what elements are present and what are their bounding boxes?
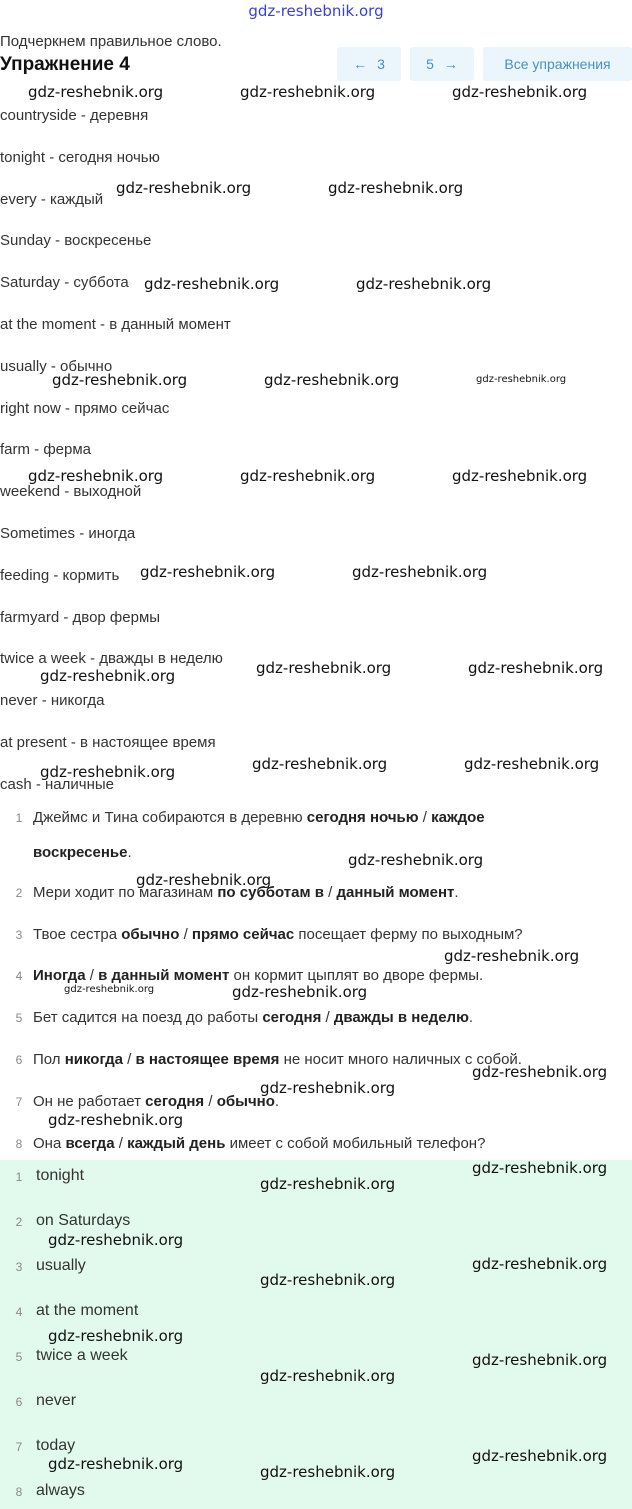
watermark-text: gdz-reshebnik.org [452,467,588,485]
answer-option: по субботам в [217,884,324,901]
sentence-fragment: / [85,967,99,984]
vocab-item: tonight - сегодня ночью [0,148,160,166]
watermark-text: gdz-reshebnik.org [40,667,176,685]
sentence-text [33,1132,593,1156]
answer-text: tonight [36,1167,85,1184]
answer-number: 4 [15,1305,23,1319]
watermark-text: gdz-reshebnik.org [472,1447,608,1465]
sentence-fragment: он кормит цыплят во дворе фермы. [229,967,484,984]
watermark-text: gdz-reshebnik.org [464,755,600,773]
sentence-fragment: / [323,884,337,901]
watermark-text: gdz-reshebnik.org [472,1255,608,1273]
sentence-fragment: / [418,809,432,826]
sentence-fragment: Твое сестра [33,926,122,943]
exercise-title: Упражнение 4 [0,54,130,75]
sentence-fragment: Бет садится на поезд до работы [33,1009,263,1026]
watermark-text: gdz-reshebnik.org [468,659,604,677]
sentence-text [33,1006,593,1030]
answer-option: в настоящее время [135,1051,280,1068]
answer-option: обычно [121,926,180,943]
answer-option: сегодня ночью [306,809,419,826]
vocab-item: Sometimes - иногда [0,524,136,542]
answer-text: always [36,1482,85,1499]
sentence-number: 5 [15,1011,23,1025]
sentence-text [33,881,593,905]
vocab-item: weekend - выходной [0,483,142,501]
all-exercises-button[interactable]: Все упражнения [483,47,632,81]
sentence-fragment: посещает ферму по выходным? [294,926,523,943]
watermark-text: gdz-reshebnik.org [40,763,176,781]
answer-option: каждое [431,809,485,826]
vocab-item: at present - в настоящее время [0,733,216,751]
answer-text: on Saturdays [36,1212,131,1229]
watermark-text: gdz-reshebnik.org [140,563,276,581]
sentence-number: 2 [15,886,23,900]
sentence-fragment: Джеймс и Тина собираются в деревню [33,809,307,826]
watermark-text: gdz-reshebnik.org [144,275,280,293]
sentence-text [33,806,593,830]
answer-number: 6 [15,1395,23,1409]
watermark-text: gdz-reshebnik.org [28,83,164,101]
sentence-fragment: / [114,1135,128,1152]
watermark-text: gdz-reshebnik.org [476,374,567,385]
sentence-fragment: / [123,1051,136,1068]
answer-number: 3 [15,1260,23,1274]
vocab-item: at the moment - в данный момент [0,315,231,333]
vocab-item: never - никогда [0,692,105,710]
sentence-fragment: . [454,884,459,901]
sentence-number: 3 [15,928,23,942]
watermark-text: gdz-reshebnik.org [48,1455,184,1473]
answer-number: 5 [15,1350,23,1364]
watermark-text: gdz-reshebnik.org [48,1327,184,1345]
sentence-number: 1 [15,811,23,825]
sentence-text [33,841,593,865]
arrow-left-icon: ← [353,56,368,72]
watermark-text: gdz-reshebnik.org [240,83,376,101]
answer-text: never [36,1392,77,1409]
vocab-item: usually - обычно [0,357,113,375]
watermark-text: gdz-reshebnik.org [472,1159,608,1177]
answer-row [0,1301,632,1325]
sentence-fragment: / [179,926,192,943]
vocab-item: every - каждый [0,190,104,208]
watermark-text: gdz-reshebnik.org [260,1463,396,1481]
vocab-item: feeding - кормить [0,566,120,584]
watermark-text: gdz-reshebnik.org [356,275,492,293]
vocab-item: farmyard - двор фермы [0,608,161,626]
answer-option: данный момент [336,884,455,901]
sentence-fragment: / [321,1009,334,1026]
sentence-text [33,923,593,947]
answer-number: 2 [15,1215,23,1229]
watermark-text: gdz-reshebnik.org [260,1175,396,1193]
task-instruction: Подчеркнем правильное слово. [0,33,222,50]
next-exercise-button[interactable] [410,47,474,81]
watermark-text: gdz-reshebnik.org [52,371,188,389]
sentence-fragment: не носит много наличных с собой. [279,1051,522,1068]
prev-exercise-button[interactable] [337,47,401,81]
watermark-text: gdz-reshebnik.org [264,371,400,389]
answer-text: usually [36,1257,86,1274]
watermark-text: gdz-reshebnik.org [260,1367,396,1385]
sentence-fragment: имеет с собой мобильный телефон? [225,1135,486,1152]
watermark-text: gdz-reshebnik.org [260,1271,396,1289]
watermark-text: gdz-reshebnik.org [136,871,272,889]
watermark-text: gdz-reshebnik.org [352,563,488,581]
watermark-text: gdz-reshebnik.org [28,467,164,485]
site-title[interactable]: gdz-reshebnik.org [248,2,384,20]
watermark-text: gdz-reshebnik.org [64,984,155,995]
sentence-number: 6 [15,1053,23,1067]
sentence-fragment: . [468,1009,474,1026]
vocab-item: right now - прямо сейчас [0,399,170,417]
answer-number: 7 [15,1440,23,1454]
sentence-fragment: . [274,1093,280,1110]
sentence-fragment: . [127,844,132,861]
answer-option: сегодня [262,1009,322,1026]
watermark-text: gdz-reshebnik.org [256,659,392,677]
vocab-item: twice a week - дважды в неделю [0,650,223,668]
watermark-text: gdz-reshebnik.org [452,83,588,101]
answer-text: twice a week [36,1347,128,1364]
answer-option: каждый день [127,1135,226,1152]
answer-option: дважды в неделю [333,1009,469,1026]
vocab-item: farm - ферма [0,441,92,459]
watermark-text: gdz-reshebnik.org [472,1063,608,1081]
watermark-text: gdz-reshebnik.org [48,1111,184,1129]
sentence-number: 8 [15,1137,23,1151]
watermark-text: gdz-reshebnik.org [444,947,580,965]
answer-row [0,1481,632,1505]
vocab-item: Sunday - воскресенье [0,232,152,250]
watermark-text: gdz-reshebnik.org [240,467,376,485]
sentence-fragment: Она [33,1135,66,1152]
answer-text: at the moment [36,1302,139,1319]
sentence-fragment: Пол [33,1051,65,1068]
sentence-fragment: Мери ходит по магазинам [33,884,218,901]
watermark-text: gdz-reshebnik.org [260,1079,396,1097]
answer-option: прямо сейчас [191,926,295,943]
answer-option: всегда [65,1135,115,1152]
answer-option: Иногда [33,967,86,984]
watermark-text: gdz-reshebnik.org [252,755,388,773]
next-exercise-number: 5 [426,56,434,72]
prev-exercise-number: 3 [377,56,385,72]
answer-option: никогда [64,1051,124,1068]
answer-number: 1 [15,1170,23,1184]
sentence-fragment: / [204,1093,217,1110]
answer-number: 8 [15,1485,23,1499]
watermark-text: gdz-reshebnik.org [232,983,368,1001]
answer-option: воскресенье [33,844,128,861]
watermark-text: gdz-reshebnik.org [328,179,464,197]
watermark-text: gdz-reshebnik.org [116,179,252,197]
arrow-right-icon: → [443,56,458,72]
answer-text: today [36,1437,76,1454]
sentence-number: 4 [15,969,23,983]
vocab-item: Saturday - суббота [0,274,129,292]
vocab-item: cash - наличные [0,775,114,793]
answer-option: в данный момент [98,967,230,984]
watermark-text: gdz-reshebnik.org [348,851,484,869]
vocab-item: countryside - деревня [0,107,149,124]
answer-row [0,1391,632,1415]
answer-option: обычно [216,1093,275,1110]
sentence-number: 7 [15,1095,23,1109]
answer-option: сегодня [145,1093,205,1110]
watermark-text: gdz-reshebnik.org [48,1231,184,1249]
sentence-fragment: Он не работает [33,1093,146,1110]
vocabulary-list [0,104,632,815]
watermark-text: gdz-reshebnik.org [472,1351,608,1369]
